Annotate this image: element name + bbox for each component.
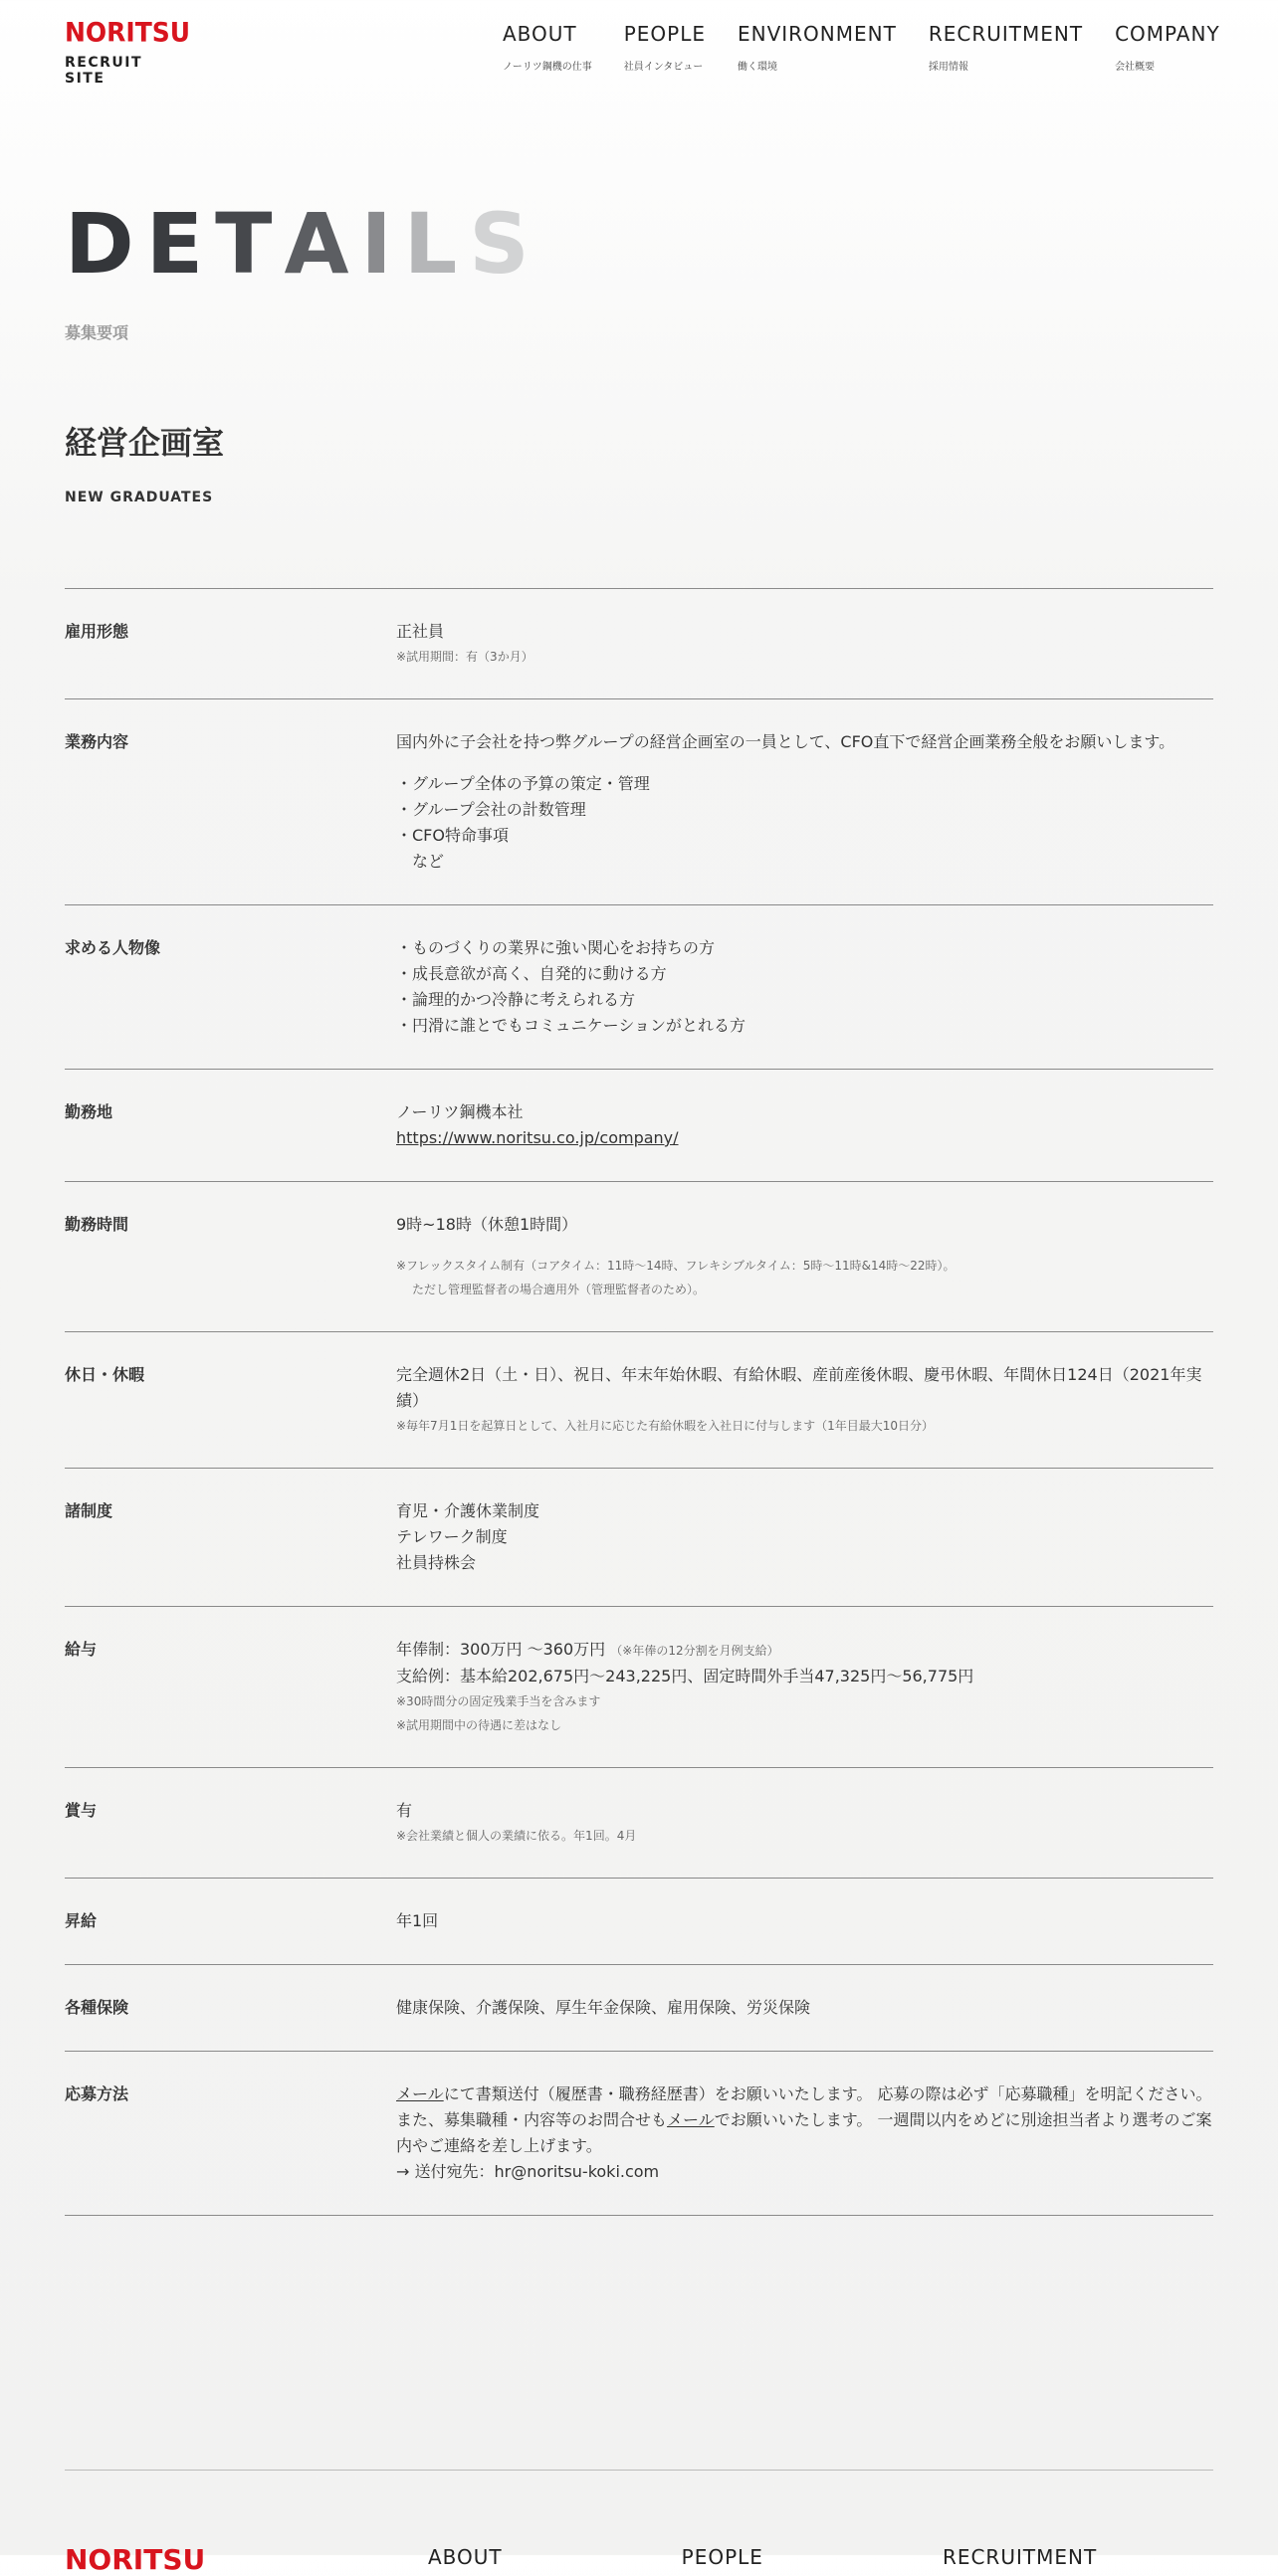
page-subtitle: 募集要項 xyxy=(65,323,129,342)
nav-sublabel[interactable]: 採用情報 xyxy=(928,62,968,73)
employment-value: 正社員 xyxy=(396,622,445,641)
employment-note: ※試用期間：有（3か月） xyxy=(396,650,533,664)
row-value xyxy=(396,1798,1213,1848)
salary-note: ※試用期間中の待遇に差はなし xyxy=(396,1718,562,1732)
row-duties xyxy=(65,699,1213,905)
apply-text-3: でお願いいたします。 一週間以内をめどに別途担当者より選考のご案内やご連絡を差し上げます。 xyxy=(396,2110,1212,2155)
nav-item-about[interactable] xyxy=(503,22,592,73)
bonus-note: ※会社業績と個人の業績に依る。年1回。4月 xyxy=(396,1829,637,1843)
raise-value: 年1回 xyxy=(396,1911,439,1930)
main-nav xyxy=(503,22,1220,73)
salary-example: 支給例：基本給202,675円〜243,225円、固定時間外手当47,325円〜56,775円 xyxy=(396,1667,974,1685)
duties-list xyxy=(396,771,1213,875)
nav-item-people[interactable] xyxy=(624,22,706,73)
list-item: ・グループ会社の計数管理 xyxy=(396,800,586,819)
row-label: 諸制度 xyxy=(65,1501,113,1520)
nav-sublabel[interactable]: ノーリツ鋼機の仕事 xyxy=(503,62,592,73)
salary-annual: 年俸制：300万円 〜360万円 xyxy=(396,1640,606,1659)
list-item: ・CFO特命事項 xyxy=(396,826,509,845)
hours-value: 9時~18時（休憩1時間） xyxy=(396,1215,578,1234)
nav-label[interactable]: PEOPLE xyxy=(623,22,706,46)
nav-sublabel[interactable]: 働く環境 xyxy=(737,62,777,73)
nav-label[interactable]: ENVIRONMENT xyxy=(737,22,897,46)
bonus-value: 有 xyxy=(396,1801,413,1820)
company-link[interactable]: https://www.noritsu.co.jp/company/ xyxy=(396,1128,679,1147)
footer-nav-recruitment[interactable]: RECRUITMENT xyxy=(942,2545,1098,2569)
row-value xyxy=(396,1637,1213,1737)
row-label: 給与 xyxy=(65,1640,98,1659)
nav-sublabel[interactable]: 会社概要 xyxy=(1115,62,1156,73)
row-value xyxy=(396,2081,1213,2185)
title-letter: A xyxy=(284,195,361,293)
mail-link[interactable]: メール xyxy=(667,2110,715,2129)
insurance-value: 健康保険、介護保険、厚生年金保険、雇用保険、労災保険 xyxy=(396,1998,811,2017)
nav-label[interactable]: COMPANY xyxy=(1115,22,1220,46)
row-insurance xyxy=(65,1965,1213,2052)
row-apply xyxy=(65,2052,1213,2216)
row-value xyxy=(396,1362,1213,1438)
row-bonus xyxy=(65,1768,1213,1879)
title-letter: S xyxy=(469,195,541,293)
row-label: 賞与 xyxy=(65,1801,98,1820)
title-letter: L xyxy=(403,195,470,293)
list-item: ・成長意欲が高く、自発的に動ける方 xyxy=(396,964,667,983)
row-systems xyxy=(65,1469,1213,1607)
holidays-note: ※毎年7月1日を起算日として、入社月に応じた有給休暇を入社日に付与します（1年目最大10日分） xyxy=(396,1419,934,1433)
nav-sublabel[interactable]: 社員インタビュー xyxy=(623,62,704,73)
holidays-value: 完全週休2日（土・日）、祝日、年末年始休暇、有給休暇、産前産後休暇、慶弔休暇、年間休日124日（2021年実績） xyxy=(396,1365,1202,1410)
salary-annual-note: （※年俸の12分割を月例支給） xyxy=(610,1644,779,1658)
salary-note: ※30時間分の固定残業手当を含みます xyxy=(396,1694,601,1708)
row-label: 各種保険 xyxy=(65,1998,129,2017)
row-value xyxy=(396,1498,1213,1576)
row-label: 昇給 xyxy=(65,1911,98,1930)
row-label: 応募方法 xyxy=(65,2084,129,2103)
footer-logo[interactable]: NORITSU xyxy=(65,2543,206,2576)
site-logo[interactable] xyxy=(65,17,191,87)
row-label: 求める人物像 xyxy=(65,938,161,957)
title-letter: I xyxy=(360,195,404,293)
job-category: NEW GRADUATES xyxy=(65,490,214,505)
title-letter: E xyxy=(145,195,216,293)
footer-divider xyxy=(65,2470,1213,2471)
hours-note: ただし管理監督者の場合適用外（管理監督者のため）。 xyxy=(412,1283,706,1296)
salary-line xyxy=(396,1637,1213,1664)
nav-item-company[interactable] xyxy=(1115,22,1220,73)
apply-address: → 送付宛先：hr@noritsu-koki.com xyxy=(396,2162,660,2181)
row-employment xyxy=(65,589,1213,699)
apply-text-1: にて書類送付（履歴書・職務経歴書）をお願いいたします。 応募の際は必ず「応募職種」を明記ください。 xyxy=(443,2084,1212,2103)
job-title: 経営企画室 xyxy=(65,424,225,462)
list-item: テレワーク制度 xyxy=(396,1527,508,1546)
details-table xyxy=(65,588,1213,2216)
row-label: 業務内容 xyxy=(65,732,129,751)
row-value xyxy=(396,935,1213,1039)
hours-note: ※フレックスタイム制有（コアタイム：11時〜14時、フレキシブルタイム：5時〜11時&14時〜22時）。 xyxy=(396,1259,956,1273)
logo-subtitle[interactable]: RECRUIT SITE xyxy=(65,55,143,87)
title-letter: T xyxy=(215,195,285,293)
row-label: 勤務地 xyxy=(65,1102,113,1121)
location-value: ノーリツ鋼機本社 xyxy=(396,1102,524,1121)
list-item: 社員持株会 xyxy=(396,1553,477,1572)
duties-intro: 国内外に子会社を持つ弊グループの経営企画室の一員として、CFO直下で経営企画業務全般をお願いします。 xyxy=(396,732,1175,751)
list-item: ・円滑に誰とでもコミュニケーションがとれる方 xyxy=(396,1016,746,1035)
mail-link[interactable]: メール xyxy=(396,2084,444,2103)
title-letter: D xyxy=(65,195,146,293)
row-person xyxy=(65,905,1213,1070)
nav-label[interactable]: ABOUT xyxy=(503,22,577,46)
row-value xyxy=(396,729,1213,875)
list-etc: など xyxy=(412,852,445,871)
page-title xyxy=(65,195,541,293)
list-item: ・グループ全体の予算の策定・管理 xyxy=(396,774,650,793)
site-header xyxy=(0,0,1278,109)
row-raise xyxy=(65,1879,1213,1965)
footer-nav-about[interactable]: ABOUT xyxy=(428,2545,503,2569)
row-value xyxy=(396,1212,1213,1301)
list-item: ・論理的かつ冷静に考えられる方 xyxy=(396,990,636,1009)
apply-text xyxy=(396,2081,1213,2159)
nav-item-environment[interactable] xyxy=(738,22,897,73)
nav-label[interactable]: RECRUITMENT xyxy=(928,22,1084,46)
row-hours xyxy=(65,1182,1213,1332)
row-location xyxy=(65,1070,1213,1182)
row-label: 休日・休暇 xyxy=(65,1365,145,1384)
row-label: 勤務時間 xyxy=(65,1215,129,1234)
apply-text-2: また、募集職種・内容等のお問合せも xyxy=(396,2110,668,2129)
list-item: 育児・介護休業制度 xyxy=(396,1501,540,1520)
row-holidays xyxy=(65,1332,1213,1469)
row-salary xyxy=(65,1607,1213,1768)
logo-mark[interactable]: NORITSU xyxy=(65,17,191,48)
row-label: 雇用形態 xyxy=(65,622,129,641)
footer-nav xyxy=(428,2545,1276,2569)
row-value xyxy=(396,619,1213,669)
list-item: ・ものづくりの業界に強い関心をお持ちの方 xyxy=(396,938,716,957)
nav-item-recruitment[interactable] xyxy=(929,22,1083,73)
footer-nav-people[interactable]: PEOPLE xyxy=(681,2545,763,2569)
row-value xyxy=(396,1099,1213,1151)
